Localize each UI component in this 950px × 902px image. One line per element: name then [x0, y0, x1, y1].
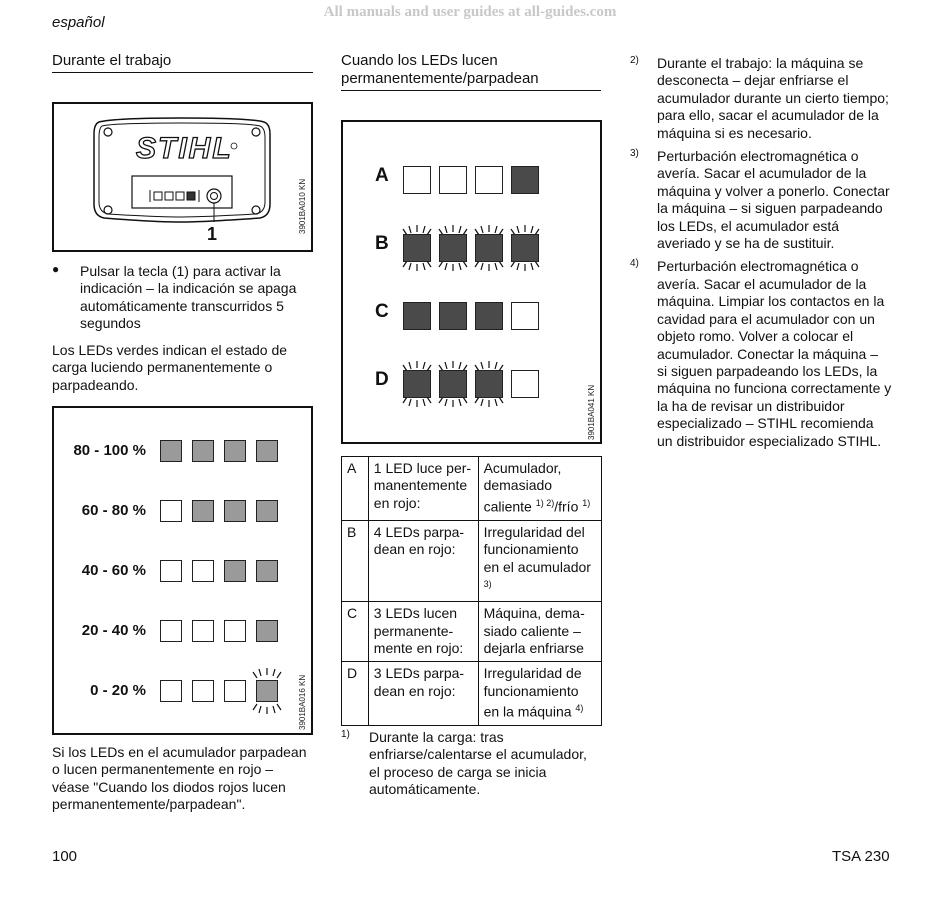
red-led — [403, 166, 431, 194]
red-led — [475, 166, 503, 194]
heading-line-1: Cuando los LEDs lucen — [341, 52, 498, 69]
footnote-text: Perturbación electromagnética o avería. Sacar el acumulador de la máquina. Limpiar los contactos en la cavidad para el acumulador con un objeto romo. Volver a colocar el acumulador. Conectar la máquina – si siguen parpadeando los LEDs, la máquina no funciona correctamente y la ha de revisar un distribuidor especializado – STIHL recomienda un distribuidor especializado STIHL. — [657, 258, 892, 449]
red-led — [511, 234, 539, 262]
figure-battery-display — [52, 102, 313, 252]
footnote — [630, 258, 892, 449]
figure-code: 3901BA041 KN — [587, 384, 596, 440]
table-cell-key: C — [342, 602, 369, 662]
red-led — [439, 302, 467, 330]
red-led — [511, 166, 539, 194]
table-cell-state: 4 LEDs parpa-dean en rojo: — [368, 520, 478, 601]
green-led — [160, 500, 182, 522]
table-cell-key: A — [342, 457, 369, 521]
footnote — [630, 148, 892, 252]
red-led — [439, 166, 467, 194]
green-led — [192, 560, 214, 582]
green-led — [256, 620, 278, 642]
green-led — [256, 560, 278, 582]
meaning-text: Irregularidad de funcionamiento en la máquina — [483, 665, 582, 720]
red-led — [403, 302, 431, 330]
table-row — [342, 457, 602, 521]
section-heading-during-work: Durante el trabajo — [52, 52, 313, 73]
red-led — [403, 234, 431, 262]
bullet-text: Pulsar la tecla (1) para activar la indicación – la indicación se apaga automáticamente transcurridos 5 segundos — [80, 263, 297, 332]
red-led — [475, 302, 503, 330]
bullet-icon: ● — [52, 262, 60, 276]
green-led — [192, 680, 214, 702]
paragraph-green-leds: Los LEDs verdes indican el estado de carga luciendo permanentemente o parpadeando. — [52, 342, 288, 393]
table-cell-meaning — [478, 457, 601, 521]
green-led — [256, 680, 278, 702]
led-state-letter: C — [375, 301, 389, 322]
charge-level-label: 60 - 80 % — [81, 502, 146, 519]
figure-code: 3901BA016 KN — [298, 674, 307, 730]
meaning-text: Acumulador, demasiado caliente — [483, 460, 562, 515]
stihl-logo: STIHL — [136, 132, 233, 165]
green-led — [224, 560, 246, 582]
callout-1: 1 — [207, 224, 218, 244]
table-row — [342, 520, 602, 601]
green-led — [256, 440, 278, 462]
footnote-number: 2) — [630, 55, 639, 66]
footnotes-column — [630, 55, 892, 456]
language-label: español — [52, 14, 105, 31]
led-state-letter: D — [375, 369, 389, 390]
figure-red-led-states — [341, 120, 602, 444]
table-cell-meaning — [478, 520, 601, 601]
charge-level-label: 20 - 40 % — [81, 622, 146, 639]
red-led — [511, 302, 539, 330]
footnote-text: Durante el trabajo: la máquina se desconecta – dejar enfriarse el acumulador durante un cierto tiempo; para ello, sacar el acumulador de la máquina si es necesario. — [657, 55, 889, 141]
red-led — [439, 370, 467, 398]
footnote-ref: 1) — [582, 497, 591, 508]
charge-level-label: 80 - 100 % — [73, 442, 146, 459]
footnote — [630, 55, 892, 142]
footnote-1-text: Durante la carga: tras enfriarse/calentarse el acumulador, el proceso de carga se inicia automáticamente. — [369, 729, 587, 798]
green-led — [192, 620, 214, 642]
green-led — [160, 680, 182, 702]
table-row — [342, 602, 602, 662]
led-state-letter: A — [375, 165, 389, 186]
model-name: TSA 230 — [832, 848, 890, 865]
footnote-text: Perturbación electromagnética o avería. Sacar el acumulador de la máquina y volver a ponerlo. Conectar la máquina – si siguen parpadeando los LEDs, el acumulador está averiado y se ha de sustituir. — [657, 148, 890, 252]
paragraph-red-leds: Si los LEDs en el acumulador parpadean o lucen permanentemente en rojo – véase "Cuando los diodos rojos lucen permanentemente/parpadean". — [52, 744, 307, 813]
table-cell-state: 3 LEDs lucen permanente-mente en rojo: — [368, 602, 478, 662]
battery-illustration — [54, 104, 311, 250]
red-led — [475, 234, 503, 262]
footnote-ref: 3) — [483, 579, 492, 590]
green-led — [224, 680, 246, 702]
green-led — [224, 440, 246, 462]
green-led — [160, 620, 182, 642]
figure-code: 3901BA010 KN — [298, 178, 307, 234]
footnote-number: 4) — [630, 258, 639, 270]
heading-line-2: permanentemente/parpadean — [341, 70, 539, 87]
table-row — [342, 662, 602, 726]
page-number: 100 — [52, 848, 78, 865]
table-cell-state: 3 LEDs parpa-dean en rojo: — [368, 662, 478, 726]
table-cell-meaning — [478, 662, 601, 726]
green-led — [192, 500, 214, 522]
footnote-ref: 1) 2) — [535, 497, 555, 508]
meaning-tail: /frío — [554, 498, 583, 515]
footnote-ref: 4) — [575, 703, 584, 714]
green-led — [160, 440, 182, 462]
red-led — [475, 370, 503, 398]
green-led — [224, 500, 246, 522]
charge-level-label: 40 - 60 % — [81, 562, 146, 579]
footnote-1-number: 1) — [341, 729, 350, 740]
led-states-table — [341, 456, 602, 726]
red-led — [439, 234, 467, 262]
green-led — [256, 500, 278, 522]
green-led — [160, 560, 182, 582]
meaning-text: Máquina, dema-siado caliente – dejarla enfriarse — [483, 605, 585, 656]
meaning-text: Irregularidad del funcionamiento en el acumulador — [483, 523, 591, 575]
green-led — [192, 440, 214, 462]
green-led — [224, 620, 246, 642]
table-cell-key: D — [342, 662, 369, 726]
charge-level-label: 0 - 20 % — [90, 682, 146, 699]
watermark: All manuals and user guides at all-guides.com — [323, 4, 617, 20]
figure-charge-levels — [52, 406, 313, 735]
red-led — [403, 370, 431, 398]
table-cell-meaning — [478, 602, 601, 662]
section-heading-leds-red — [341, 52, 601, 91]
table-cell-key: B — [342, 520, 369, 601]
footnote-number: 3) — [630, 148, 639, 160]
table-cell-state: 1 LED luce per-manentemente en rojo: — [368, 457, 478, 521]
led-state-letter: B — [375, 233, 389, 254]
red-led — [511, 370, 539, 398]
